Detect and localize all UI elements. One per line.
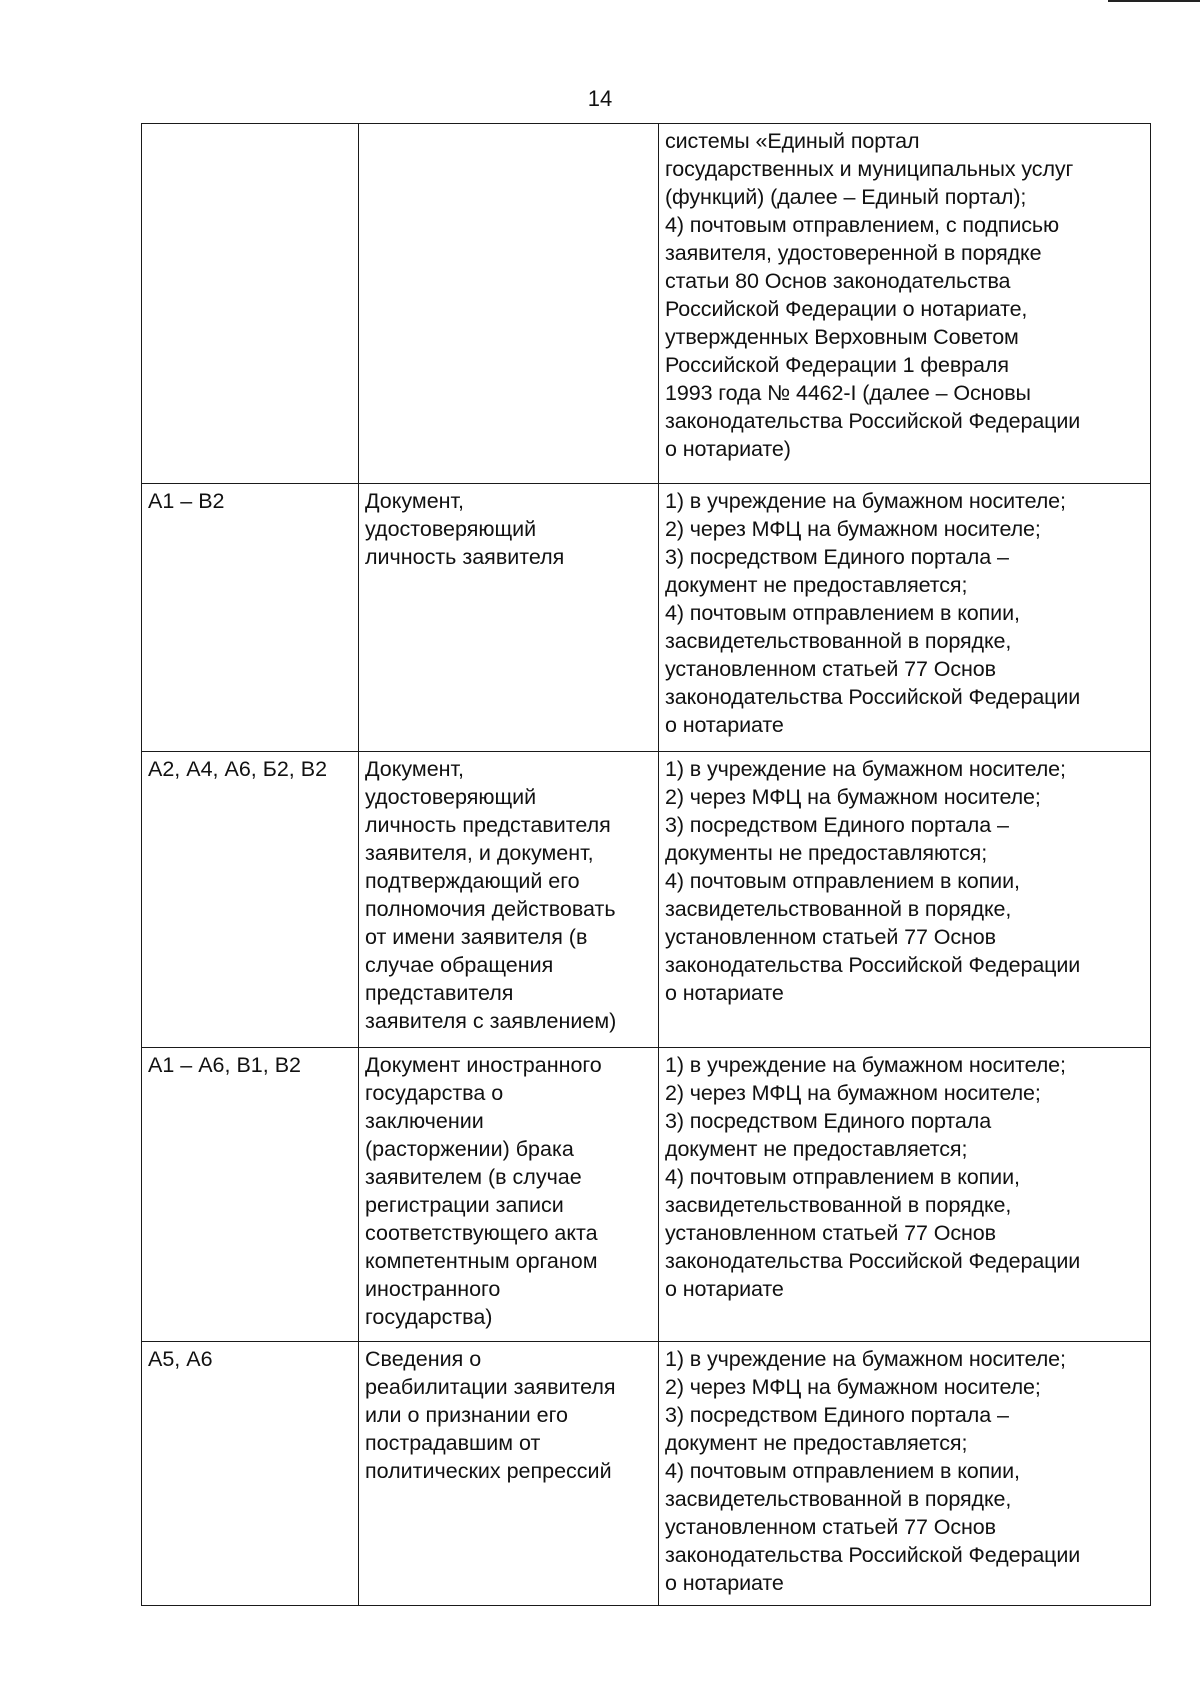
applicant-codes-cell: А1 – А6, В1, В2 [142, 1048, 359, 1342]
services-document-table [141, 123, 1151, 1606]
table-row [142, 752, 1151, 1048]
submission-methods-cell: 1) в учреждение на бумажном носителе; 2) через МФЦ на бумажном носителе; 3) посредством Единого портала – документ не предоставляется; 4) почтовым отправлением в копии, засвидетельствованной в порядке, установленном статьей 77 Основ законодательства Российской Федерации о нотариате [659, 484, 1151, 752]
applicant-codes-cell: А2, А4, А6, Б2, В2 [142, 752, 359, 1048]
document-name-cell: Документ, удостоверяющий личность заявителя [359, 484, 659, 752]
applicant-codes-cell: А1 – В2 [142, 484, 359, 752]
table-row [142, 1048, 1151, 1342]
document-name-cell: Документ иностранного государства о заключении (расторжении) брака заявителем (в случае регистрации записи соответствующего акта компетентным органом иностранного государства) [359, 1048, 659, 1342]
submission-methods-cell: 1) в учреждение на бумажном носителе; 2) через МФЦ на бумажном носителе; 3) посредством Единого портала – документ не предоставляется; 4) почтовым отправлением в копии, засвидетельствованной в порядке, установленном статьей 77 Основ законодательства Российской Федерации о нотариате [659, 1342, 1151, 1606]
applicant-codes-cell: А5, А6 [142, 1342, 359, 1606]
page-number: 14 [587, 86, 613, 111]
scan-edge-mark [1108, 0, 1200, 2]
table-row [142, 1342, 1151, 1606]
submission-methods-cell: 1) в учреждение на бумажном носителе; 2) через МФЦ на бумажном носителе; 3) посредством Единого портала – документы не предоставляются; 4) почтовым отправлением в копии, засвидетельствованной в порядке, установленном статьей 77 Основ законодательства Российской Федерации о нотариате [659, 752, 1151, 1048]
document-name-cell: Документ, удостоверяющий личность представителя заявителя, и документ, подтверждающий его полномочия действовать от имени заявителя (в случае обращения представителя заявителя с заявлением) [359, 752, 659, 1048]
table-row [142, 484, 1151, 752]
submission-methods-cell: 1) в учреждение на бумажном носителе; 2) через МФЦ на бумажном носителе; 3) посредством Единого портала документ не предоставляется; 4) почтовым отправлением в копии, засвидетельствованной в порядке, установленном статьей 77 Основ законодательства Российской Федерации о нотариате [659, 1048, 1151, 1342]
applicant-codes-cell [142, 124, 359, 484]
submission-methods-cell: системы «Единый портал государственных и муниципальных услуг (функций) (далее – Единый портал); 4) почтовым отправлением, с подписью заявителя, удостоверенной в порядке статьи 80 Основ законодательства Российской Федерации о нотариате, утвержденных Верховным Советом Российской Федерации 1 февраля 1993 года № 4462-I (далее – Основы законодательства Российской Федерации о нотариате) [659, 124, 1151, 484]
table-row [142, 124, 1151, 484]
document-name-cell [359, 124, 659, 484]
document-name-cell: Сведения о реабилитации заявителя или о признании его пострадавшим от политических репрессий [359, 1342, 659, 1606]
